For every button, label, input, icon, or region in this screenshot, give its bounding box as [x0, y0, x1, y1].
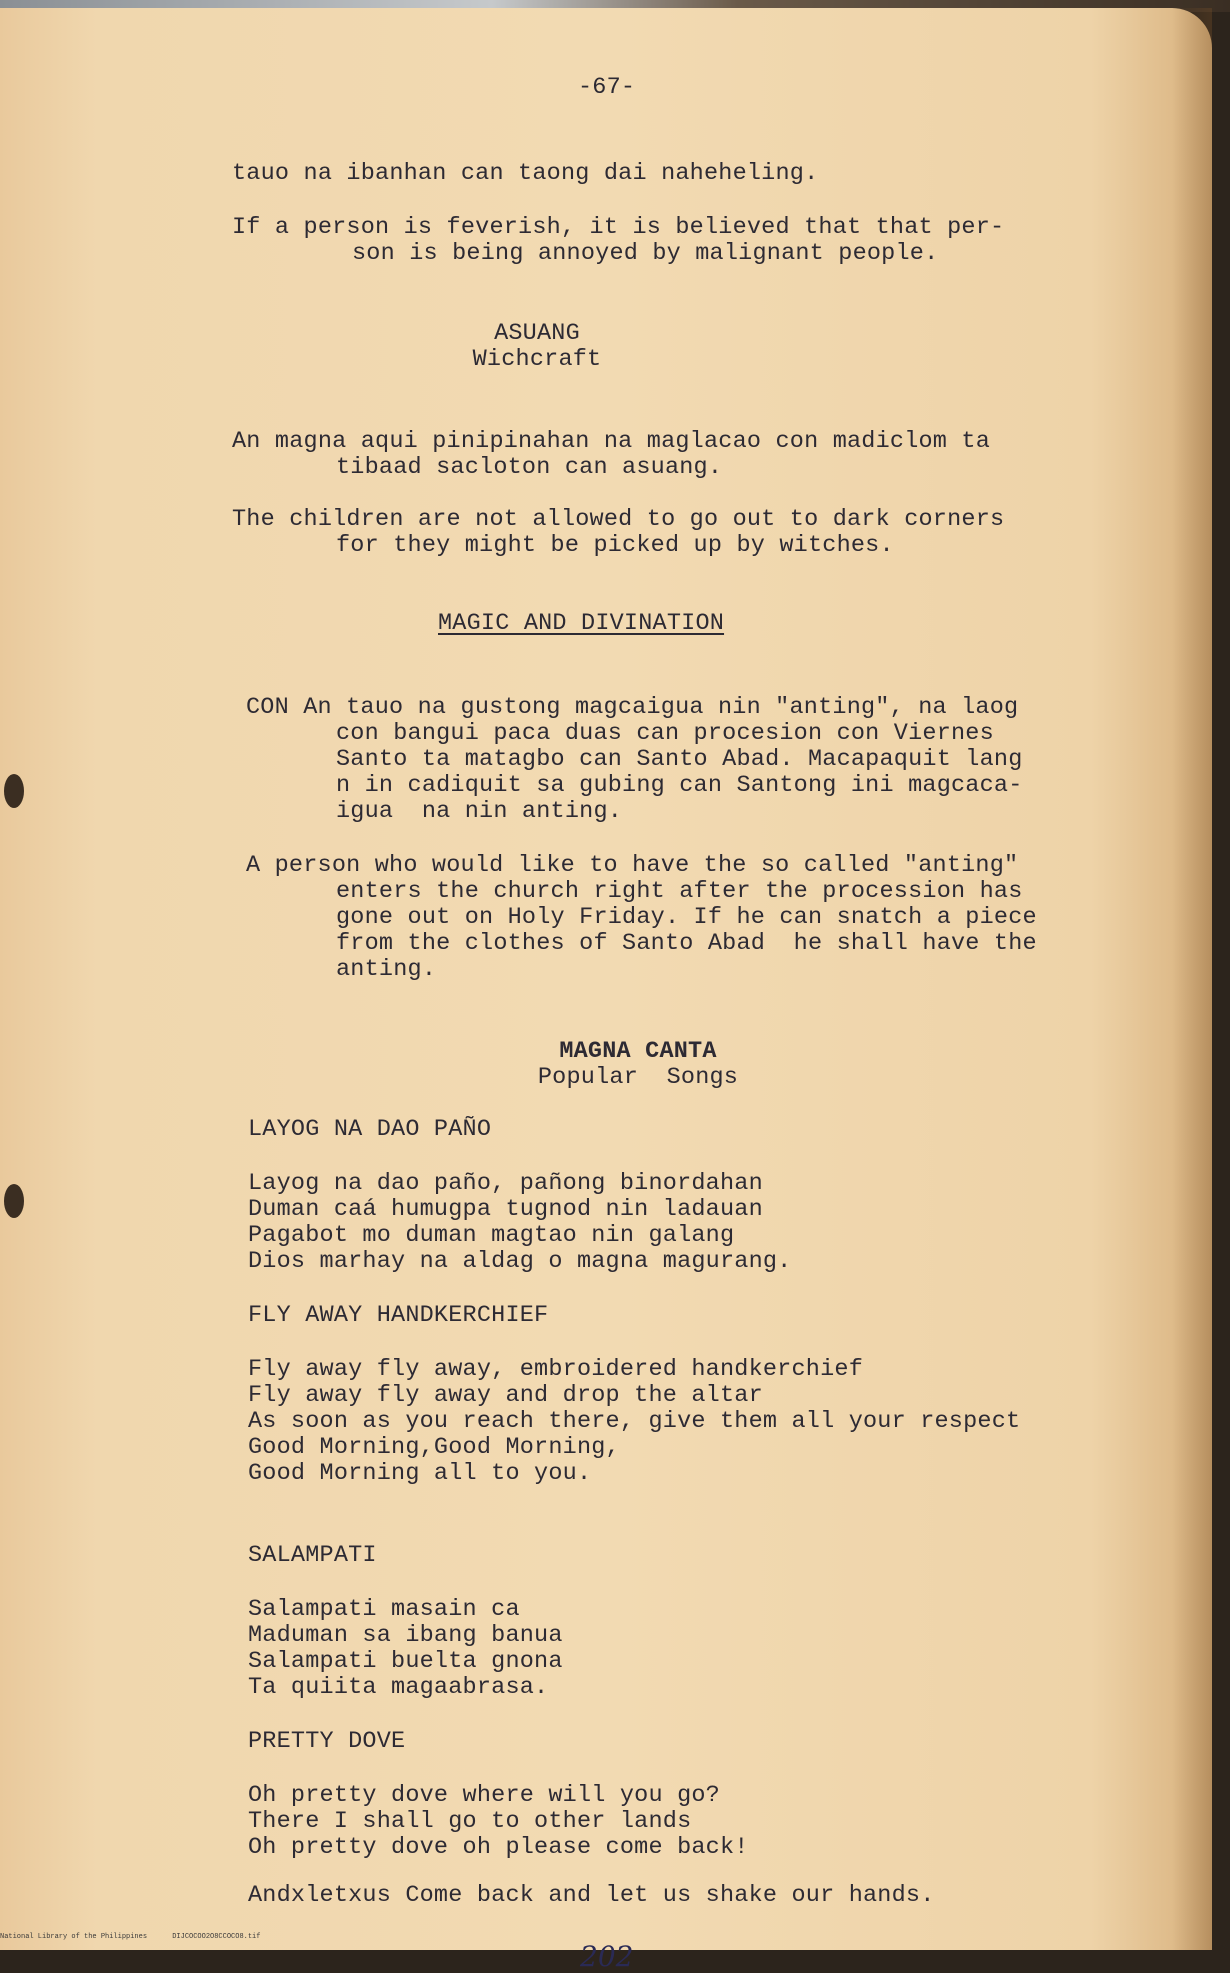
song-title: PRETTY DOVE — [248, 1728, 406, 1755]
archive-footer: National Library of the Philippines DIJCOCOO2O8CCOCO8.tif — [0, 1933, 261, 1941]
magic-bikol-line: con bangui paca duas can procesion con Viernes — [336, 720, 994, 747]
intro-line: tauo na ibanhan can taong dai naheheling. — [232, 160, 819, 187]
song-line: Good Morning,Good Morning, — [248, 1434, 620, 1461]
punch-hole — [4, 1184, 24, 1218]
page-number: -67- — [578, 74, 636, 101]
song-line: Layog na dao paño, pañong binordahan — [248, 1170, 763, 1197]
section-subtitle-asuang: Wichcraft — [472, 346, 602, 373]
song-line: Dios marhay na aldag o magna magurang. — [248, 1248, 792, 1275]
magic-english-line: anting. — [336, 956, 437, 983]
song-line: Oh pretty dove oh please come back! — [248, 1834, 749, 1861]
song-line: Duman caá humugpa tugnod nin ladauan — [248, 1196, 763, 1223]
song-title: LAYOG NA DAO PAÑO — [248, 1116, 492, 1143]
handwritten-page-number: 202 — [580, 1940, 634, 1973]
asuang-bikol-line: An magna aqui pinipinahan na maglacao con madiclom ta — [232, 428, 991, 455]
song-line: Maduman sa ibang banua — [248, 1622, 563, 1649]
song-line: Oh pretty dove where will you go? — [248, 1782, 720, 1809]
song-line: Salampati buelta gnona — [248, 1648, 563, 1675]
asuang-english-line: for they might be picked up by witches. — [336, 532, 894, 559]
song-line: Andxletxus Come back and let us shake our hands. — [248, 1882, 935, 1909]
song-line: As soon as you reach there, give them all your respect — [248, 1408, 1021, 1435]
section-subtitle-songs: Popular Songs — [537, 1064, 739, 1091]
song-line: There I shall go to other lands — [248, 1808, 692, 1835]
punch-hole — [4, 774, 24, 808]
intro-english-line: son is being annoyed by malignant people. — [352, 240, 939, 267]
song-line: Good Morning all to you. — [248, 1460, 592, 1487]
asuang-bikol-line: tibaad sacloton can asuang. — [336, 454, 723, 481]
document-page — [0, 8, 1212, 1973]
asuang-english-line: The children are not allowed to go out to dark corners — [232, 506, 1005, 533]
section-title-magic: MAGIC AND DIVINATION — [438, 610, 725, 637]
song-line: Salampati masain ca — [248, 1596, 520, 1623]
song-line: Fly away fly away and drop the altar — [248, 1382, 763, 1409]
magic-bikol-line: igua na nin anting. — [336, 798, 623, 825]
magic-english-line: gone out on Holy Friday. If he can snatch a piece — [336, 904, 1037, 931]
song-line: Pagabot mo duman magtao nin galang — [248, 1222, 735, 1249]
magic-bikol-line: Santo ta matagbo can Santo Abad. Macapaquit lang — [336, 746, 1023, 773]
section-title-asuang: ASUANG — [494, 320, 580, 347]
magic-bikol-line: CON An tauo na gustong magcaigua nin "anting", na laog — [246, 694, 1019, 721]
magic-english-line: A person who would like to have the so called "anting" — [246, 852, 1019, 879]
magic-english-line: enters the church right after the procession has — [336, 878, 1023, 905]
magic-bikol-line: n in cadiquit sa gubing can Santong ini magcaca- — [336, 772, 1023, 799]
song-line: Ta quiita magaabrasa. — [248, 1674, 549, 1701]
section-title-songs: MAGNA CANTA — [559, 1038, 717, 1065]
song-title: SALAMPATI — [248, 1542, 377, 1569]
song-title: FLY AWAY HANDKERCHIEF — [248, 1302, 549, 1329]
intro-english-line: If a person is feverish, it is believed that that per- — [232, 214, 1005, 241]
song-line: Fly away fly away, embroidered handkerchief — [248, 1356, 863, 1383]
magic-english-line: from the clothes of Santo Abad he shall have the — [336, 930, 1037, 957]
